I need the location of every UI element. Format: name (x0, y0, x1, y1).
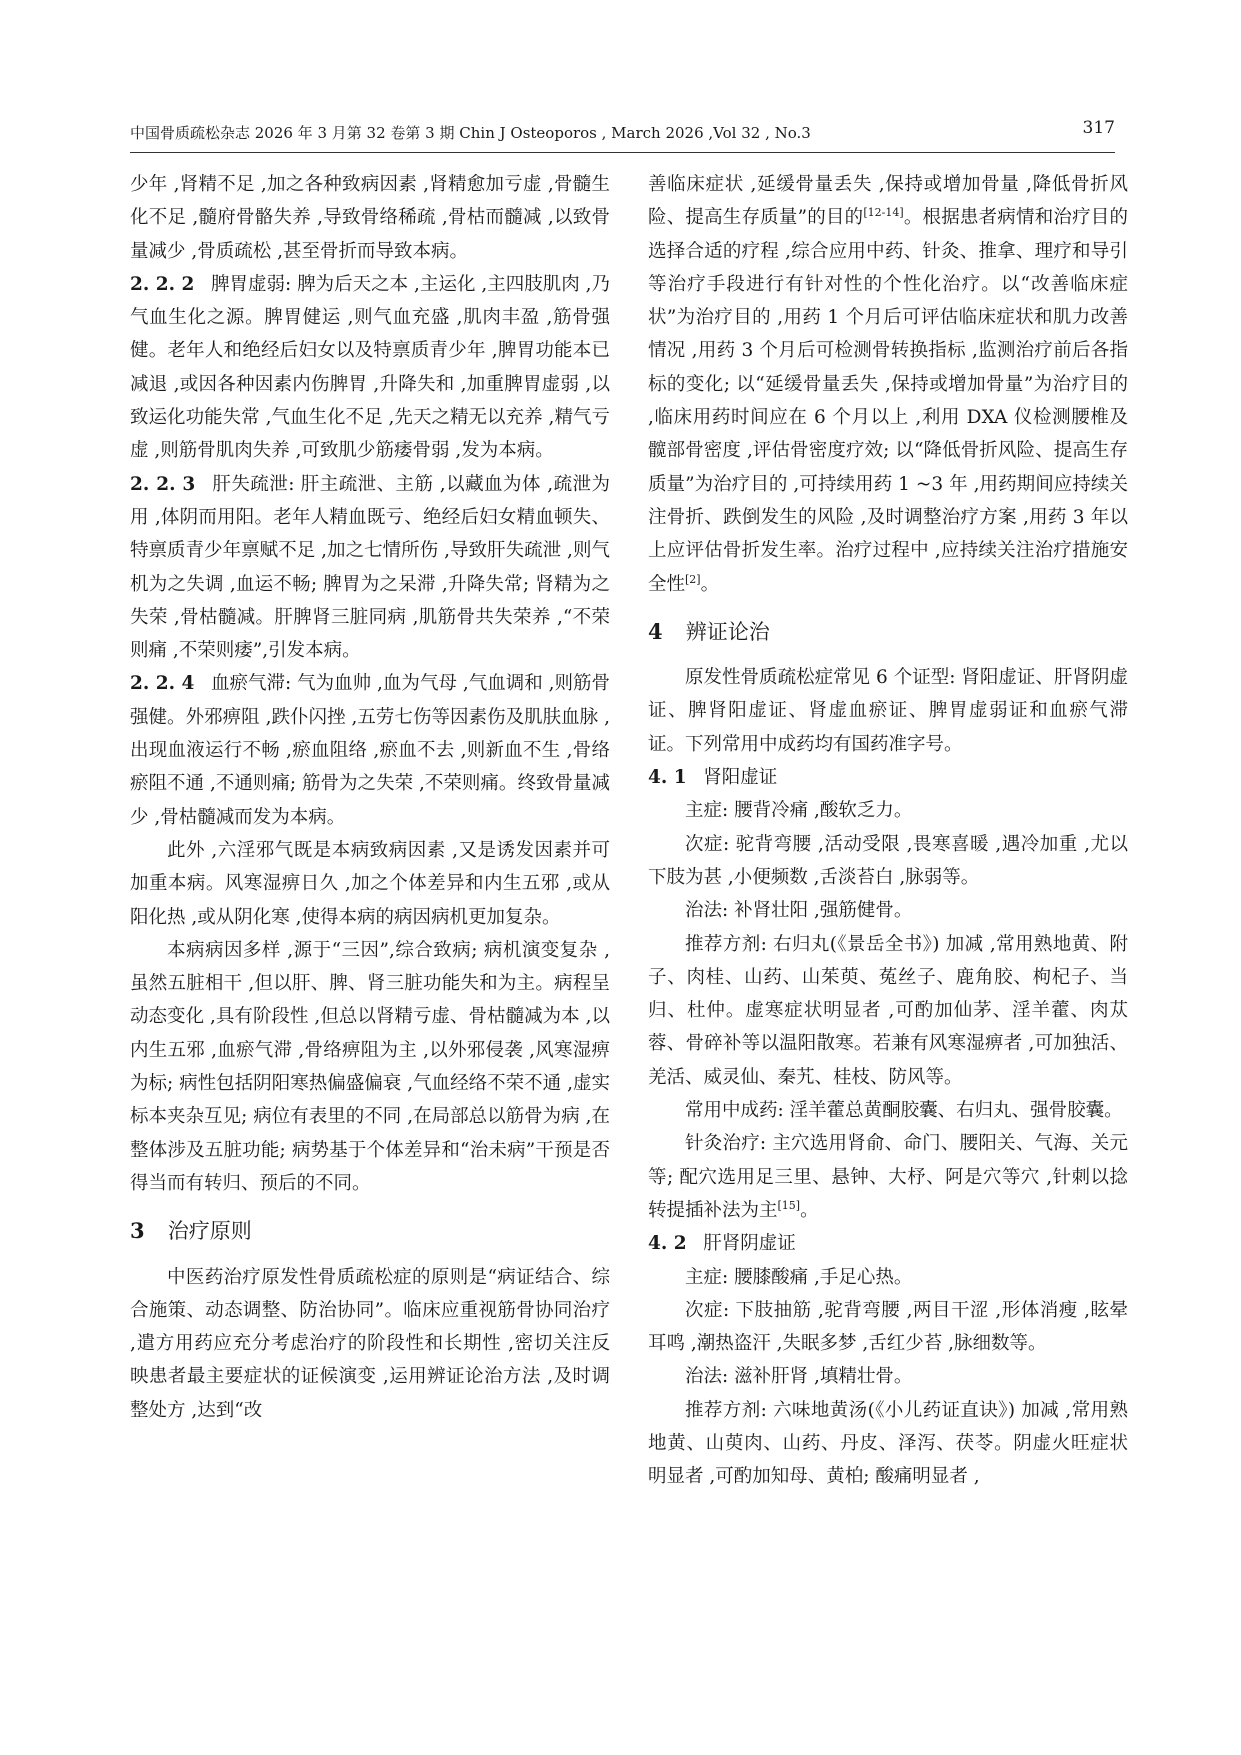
paragraph-treatment-principle: 中医药治疗原发性骨质疏松症的原则是“病证结合、综合施策、动态调整、防治协同”。临床应重视筋骨协同治疗 ,遣方用药应充分考虑治疗的阶段性和长期性 ,密切关注反映患者最主要症状的证候演变 ,运用辨证论治方法 ,及时调整处方 ,达到“改 (130, 1266, 610, 1421)
text-run: 。根据患者病情和治疗目的选择合适的疗程 ,综合应用中药、针灸、推拿、理疗和导引等治疗手段进行有针对性的个性化治疗。以“改善临床症状”为治疗目的 ,用药 1 个月后可评估临床症状和肌力改善情况 ,用药 3 个月后可检测骨转换指标 ,监测治疗前后各指标的变化; 以“延缓骨量丢失 ,保持或增加骨量”为治疗目的 ,临床用药时间应在 6 个月以上 ,利用 DXA 仪检测腰椎及髋部骨密度 ,评估骨密度疗效; 以“降低骨折风险、提高生存质量”为治疗目的 ,可持续用药 1 ~3 年 ,用药期间应持续关注骨折、跌倒发生的风险 ,及时调整治疗方案 ,用药 3 年以上应评估骨折发生率。治疗过程中 ,应持续关注治疗措施安全性 (648, 207, 1128, 595)
right-column (648, 168, 1128, 1494)
subsection-number: 2. 2. 2 (130, 273, 195, 295)
paragraph-kidney-cont: 少年 ,肾精不足 ,加之各种致病因素 ,肾精愈加亏虚 ,骨髓生化不足 ,髓府骨骼失养 ,导致骨络稀疏 ,骨枯而髓减 ,以致骨量减少 ,骨质疏松 ,甚至骨折而导致本病。 (130, 174, 610, 262)
section-title: 治疗原则 (167, 1219, 252, 1244)
section-number: 4 (648, 618, 663, 644)
paragraph-syndrome-intro: 原发性骨质疏松症常见 6 个证型: 肾阳虚证、肝肾阴虚证、脾肾阳虚证、肾虚血瘀证、脾胃虚弱证和血瘀气滞证。下列常用中成药均有国药准字号。 (648, 667, 1128, 755)
text-run: 针灸治疗: 主穴选用肾俞、命门、腰阳关、气海、关元等; 配穴选用足三里、悬钟、大杼、阿是穴等穴 ,针刺以捻转提插补法为主 (648, 1133, 1128, 1221)
citation-ref: [12-14] (863, 206, 904, 220)
section-number: 3 (130, 1218, 145, 1244)
citation-ref: [15] (777, 1198, 801, 1212)
journal-citation-line: 中国骨质疏松杂志 2026 年 3 月第 32 卷第 3 期 Chin J Osteoporos , March 2026 ,Vol 32 , No.3 (130, 124, 811, 142)
subsection-title: 肾阳虚证 (703, 767, 778, 789)
section-heading-4 (648, 615, 1128, 649)
header-rule (130, 152, 1115, 153)
subsection-2-2-2 (130, 268, 610, 468)
main-symptoms: 主症: 腰背冷痛 ,酸软乏力。 (685, 800, 913, 822)
acupuncture-treatment (648, 1127, 1128, 1227)
secondary-symptoms: 次症: 驼背弯腰 ,活动受限 ,畏寒喜暖 ,遇冷加重 ,尤以下肢为甚 ,小便频数 ,舌淡苔白 ,脉弱等。 (648, 833, 1128, 888)
text-run: 。 (800, 1199, 819, 1221)
paragraph-treatment-cont (648, 168, 1128, 601)
citation-ref: [2] (685, 572, 701, 586)
section-heading-3 (130, 1214, 610, 1248)
subsection-number: 2. 2. 4 (130, 673, 195, 695)
subsection-number: 4. 1 (648, 767, 687, 789)
subsection-title: 肝肾阴虚证 (703, 1233, 796, 1255)
subsection-text: 肝失疏泄: 肝主疏泄、主筋 ,以藏血为体 ,疏泄为用 ,体阴而用阳。老年人精血既亏、绝经后妇女精血顿失、特禀质青少年禀赋不足 ,加之七情所伤 ,导致肝失疏泄 ,则气机为之失调 ,血运不畅; 脾胃为之呆滞 ,升降失常; 肾精为之失荣 ,骨枯髓减。肝脾肾三脏同病 ,肌筋骨共失荣养 ,“不荣则痛 ,不荣则痿”,引发本病。 (130, 473, 610, 662)
treatment-method: 治法: 滋补肝肾 ,填精壮骨。 (685, 1366, 913, 1388)
section-title: 辨证论治 (685, 619, 770, 644)
subsection-2-2-3 (130, 468, 610, 668)
main-symptoms: 主症: 腰膝酸痛 ,手足心热。 (685, 1266, 913, 1288)
recommended-formula: 推荐方剂: 六味地黄汤(《小儿药证直诀》) 加减 ,常用熟地黄、山萸肉、山药、丹皮、泽泻、茯苓。阴虚火旺症状明显者 ,可酌加知母、黄柏; 酸痛明显者 , (648, 1399, 1128, 1488)
paragraph-etiology-summary: 本病病因多样 ,源于“三因”,综合致病; 病机演变复杂 ,虽然五脏相干 ,但以肝、脾、肾三脏功能失和为主。病程呈动态变化 ,具有阶段性 ,但总以肾精亏虚、骨枯髓减为本 ,以内生五邪 ,血瘀气滞 ,骨络痹阻为主 ,以外邪侵袭 ,风寒湿痹为标; 病性包括阴阳寒热偏盛偏衰 ,气血经络不荣不通 ,虚实标本夹杂互见; 病位有表里的不同 ,在局部总以筋骨为病 ,在整体涉及五脏功能; 病势基于个体差异和“治未病”干预是否得当而有转归、预后的不同。 (130, 939, 610, 1194)
subsection-number: 4. 2 (648, 1233, 687, 1255)
treatment-method: 治法: 补肾壮阳 ,强筋健骨。 (685, 900, 913, 922)
left-column (130, 168, 610, 1427)
recommended-formula: 推荐方剂: 右归丸(《景岳全书》) 加减 ,常用熟地黄、附子、肉桂、山药、山茱萸、菟丝子、鹿角胶、枸杞子、当归、杜仲。虚寒症状明显者 ,可酌加仙茅、淫羊藿、肉苁蓉、骨碎补等以温阳散寒。若兼有风寒湿痹者 ,可加独活、羌活、威灵仙、秦艽、桂枝、防风等。 (648, 933, 1128, 1088)
subsection-4-1 (648, 761, 1128, 794)
running-header (130, 118, 1115, 148)
common-patent-medicine: 常用中成药: 淫羊藿总黄酮胶囊、右归丸、强骨胶囊。 (685, 1100, 1123, 1122)
subsection-4-2 (648, 1227, 1128, 1260)
subsection-2-2-4 (130, 667, 610, 833)
secondary-symptoms: 次症: 下肢抽筋 ,驼背弯腰 ,两目干涩 ,形体消瘦 ,眩晕耳鸣 ,潮热盗汗 ,失眠多梦 ,舌红少苔 ,脉细数等。 (648, 1299, 1128, 1355)
subsection-text: 脾胃虚弱: 脾为后天之本 ,主运化 ,主四肢肌肉 ,乃气血生化之源。脾胃健运 ,则气血充盛 ,肌肉丰盈 ,筋骨强健。老年人和绝经后妇女以及特禀质青少年 ,脾胃功能本已减退 ,或因各种因素内伤脾胃 ,升降失和 ,加重脾胃虚弱 ,以致运化功能失常 ,气血生化不足 ,先天之精无以充养 ,精气亏虚 ,则筋骨肌肉失养 ,可致肌少筋痿骨弱 ,发为本病。 (130, 273, 610, 462)
subsection-text: 血瘀气滞: 气为血帅 ,血为气母 ,气血调和 ,则筋骨强健。外邪痹阻 ,跌仆闪挫 ,五劳七伤等因素伤及肌肤血脉 ,出现血液运行不畅 ,瘀血阻络 ,瘀血不去 ,则新血不生 ,骨络瘀阻不通 ,不通则痛; 筋骨为之失荣 ,不荣则痛。终致骨量减少 ,骨枯髓减而发为本病。 (130, 673, 610, 828)
page-number: 317 (1082, 118, 1115, 138)
subsection-number: 2. 2. 3 (130, 473, 196, 495)
paragraph-six-evils: 此外 ,六淫邪气既是本病致病因素 ,又是诱发因素并可加重本病。风寒湿痹日久 ,加之个体差异和内生五邪 ,或从阳化热 ,或从阴化寒 ,使得本病的病因病机更加复杂。 (130, 839, 610, 928)
text-run: 。 (700, 573, 720, 595)
text-run: 善临床症状 ,延缓骨量丢失 ,保持或增加骨量 ,降低骨折风险、提高生存质量”的目的 (648, 174, 1128, 229)
